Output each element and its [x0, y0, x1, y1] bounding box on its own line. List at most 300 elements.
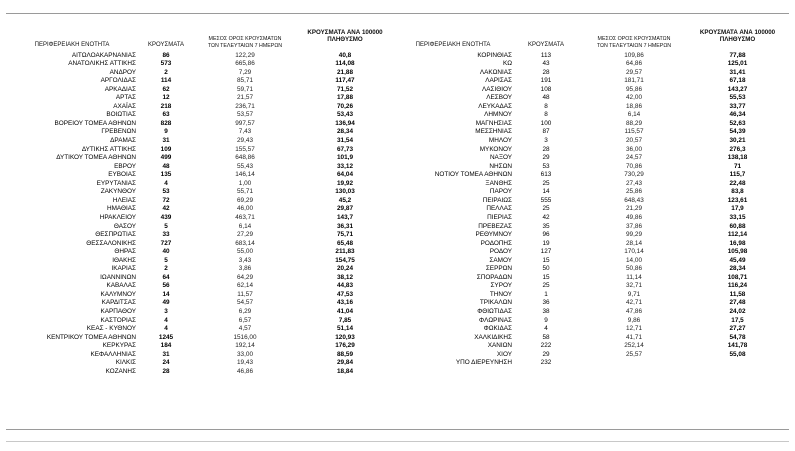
per-capita-value: 17,9 — [731, 205, 744, 213]
region-name: ΛΕΥΚΑΔΑΣ — [478, 102, 512, 110]
per-capita-value: 22,48 — [729, 179, 746, 187]
region-name: ΖΑΚΥΝΘΟΥ — [100, 188, 136, 196]
region-name: ΑΙΤΩΛΟΑΚΑΡΝΑΝΙΑΣ — [71, 51, 136, 59]
cases-value: 3 — [544, 137, 548, 144]
cases-value: 49 — [162, 299, 170, 307]
per-capita-value: 54,78 — [729, 333, 746, 341]
table-row — [0, 137, 795, 146]
region-name: ΥΠΟ ΔΙΕΡΕΥΝΗΣΗ — [455, 359, 512, 367]
table-row — [0, 77, 795, 86]
cases-value: 127 — [540, 248, 552, 256]
per-capita-value: 83,8 — [731, 188, 744, 196]
per-capita-value: 45,2 — [338, 196, 352, 204]
cases-value: 42 — [542, 213, 550, 221]
table-row — [0, 299, 795, 308]
region-name: ΣΠΟΡΑΔΩΝ — [476, 273, 512, 281]
region-name: ΤΡΙΚΑΛΩΝ — [479, 299, 512, 307]
table-row — [0, 240, 795, 249]
per-capita-value: 125,01 — [727, 60, 748, 68]
avg-value: 20,57 — [626, 137, 642, 144]
cases-value: 38 — [542, 308, 550, 315]
cases-value: 222 — [540, 342, 552, 350]
region-name: ΙΩΑΝΝΙΝΩΝ — [100, 273, 136, 281]
avg-value: 29,43 — [237, 137, 253, 144]
avg-value: 69,29 — [237, 196, 253, 204]
cases-value: 58 — [542, 333, 550, 341]
table-row — [0, 94, 795, 103]
per-capita-value: 19,92 — [337, 179, 353, 187]
per-capita-value: 75,71 — [337, 231, 353, 239]
per-capita-value: 18,84 — [337, 367, 353, 375]
avg-value: 7,29 — [238, 68, 252, 76]
table-row — [0, 223, 795, 232]
cases-value: 28 — [542, 68, 550, 76]
avg-value: 41,71 — [626, 333, 642, 341]
cases-value: 31 — [162, 350, 170, 358]
cases-value: 28 — [542, 145, 550, 153]
avg-value: 12,71 — [626, 325, 642, 333]
region-name: ΘΑΣΟΥ — [113, 222, 136, 230]
avg-value: 37,86 — [626, 222, 642, 230]
region-name: ΘΕΣΠΡΩΤΙΑΣ — [95, 231, 136, 239]
avg-value: 11,57 — [237, 290, 253, 298]
avg-value: 55,00 — [237, 248, 253, 256]
table-row — [0, 86, 795, 95]
avg-value: 1516,00 — [233, 333, 257, 341]
header-avg-right — [593, 36, 675, 49]
header-avg-left — [205, 36, 285, 49]
table-row — [0, 205, 795, 214]
cases-value: 100 — [540, 119, 552, 127]
per-capita-value: 33,15 — [729, 213, 746, 221]
region-name: ΠΕΛΛΑΣ — [486, 205, 512, 213]
per-capita-value: 31,54 — [337, 137, 353, 144]
per-capita-value: 28,34 — [729, 265, 746, 273]
per-capita-value: 108,71 — [727, 273, 748, 281]
cases-value: 14 — [162, 290, 170, 298]
cases-value: 28 — [162, 367, 170, 375]
per-capita-value: 41,04 — [337, 308, 353, 315]
region-name: ΡΟΔΟΠΗΣ — [480, 239, 512, 247]
cases-value: 191 — [540, 77, 552, 85]
per-capita-value: 71 — [733, 162, 742, 170]
region-name: ΒΟΙΩΤΙΑΣ — [106, 111, 136, 119]
avg-value: 6,57 — [238, 316, 252, 324]
per-capita-value: 27,27 — [729, 325, 746, 333]
region-name: ΔΥΤΙΚΟΥ ΤΟΜΕΑ ΑΘΗΝΩΝ — [56, 154, 136, 162]
avg-value: 6,29 — [238, 308, 252, 315]
table-row — [0, 188, 795, 197]
per-capita-value: 29,84 — [337, 359, 353, 367]
avg-value: 28,14 — [626, 239, 642, 247]
avg-value: 181,71 — [624, 77, 644, 85]
per-capita-value: 60,88 — [729, 222, 746, 230]
region-name: ΧΙΟΥ — [496, 350, 512, 358]
cases-value: 24 — [162, 359, 170, 367]
cases-value: 42 — [162, 205, 170, 213]
per-capita-value: 138,18 — [727, 154, 748, 162]
avg-value: 25,86 — [626, 188, 642, 196]
cases-value: 50 — [542, 265, 550, 273]
per-capita-value: 117,47 — [335, 77, 355, 85]
cases-value: 35 — [542, 222, 550, 230]
region-name: ΧΑΛΚΙΔΙΚΗΣ — [474, 333, 512, 341]
region-name: ΑΡΤΑΣ — [115, 94, 136, 102]
header-cases-right — [520, 42, 572, 49]
region-name: ΑΝΑΤΟΛΙΚΗΣ ΑΤΤΙΚΗΣ — [68, 60, 136, 68]
cases-value: 4 — [164, 316, 168, 324]
avg-value: 6,14 — [627, 111, 641, 119]
avg-value: 46,00 — [237, 205, 253, 213]
per-capita-value: 21,88 — [337, 68, 353, 76]
region-name: ΡΟΔΟΥ — [489, 248, 512, 256]
per-capita-value: 38,12 — [337, 273, 353, 281]
region-name: ΣΥΡΟΥ — [490, 282, 512, 290]
cases-value: 29 — [542, 350, 550, 358]
cases-value: 53 — [542, 162, 550, 170]
region-name: ΔΡΑΜΑΣ — [110, 137, 136, 144]
region-name: ΜΥΚΟΝΟΥ — [479, 145, 512, 153]
avg-value: 236,71 — [235, 102, 255, 110]
avg-value: 7,43 — [238, 128, 252, 136]
cases-value: 109 — [160, 145, 172, 153]
region-name: ΕΒΡΟΥ — [114, 162, 136, 170]
per-capita-value: 24,02 — [729, 308, 746, 315]
per-capita-value: 11,58 — [729, 290, 746, 298]
per-capita-value: 27,48 — [729, 299, 746, 307]
region-name: ΚΩ — [502, 60, 512, 68]
region-name: ΚΑΣΤΟΡΙΑΣ — [100, 316, 136, 324]
avg-value: 85,71 — [237, 77, 253, 85]
table-row — [0, 359, 795, 368]
region-name: ΙΘΑΚΗΣ — [112, 256, 136, 264]
per-capita-value: 123,61 — [727, 196, 748, 204]
table-row — [0, 69, 795, 78]
avg-value: 32,71 — [626, 282, 642, 290]
per-capita-value: 28,34 — [337, 128, 353, 136]
cases-value: 499 — [160, 154, 172, 162]
per-capita-value: 7,85 — [338, 316, 352, 324]
region-name: ΗΛΕΙΑΣ — [112, 196, 136, 204]
cases-value: 48 — [542, 94, 550, 102]
avg-value: 70,86 — [626, 162, 642, 170]
per-capita-value: 16,98 — [729, 239, 746, 247]
cases-value: 3 — [164, 308, 168, 315]
avg-value: 46,86 — [237, 367, 253, 375]
header-per-right — [690, 29, 785, 43]
table-row — [0, 111, 795, 120]
cases-value: 48 — [162, 162, 170, 170]
avg-value: 42,71 — [626, 299, 642, 307]
region-name: ΠΡΕΒΕΖΑΣ — [478, 222, 512, 230]
cases-value: 29 — [542, 154, 550, 162]
region-name: ΚΕΦΑΛΛΗΝΙΑΣ — [90, 350, 136, 358]
region-name: ΛΕΣΒΟΥ — [486, 94, 512, 102]
per-capita-value: 17,5 — [731, 316, 744, 324]
region-name: ΗΡΑΚΛΕΙΟΥ — [99, 213, 136, 221]
avg-value: 55,43 — [237, 162, 253, 170]
per-capita-value: 65,48 — [337, 239, 353, 247]
cases-value: 72 — [162, 196, 170, 204]
cases-value: 9 — [164, 128, 168, 136]
table-row — [0, 317, 795, 326]
table-row — [0, 308, 795, 317]
per-capita-value: 33,12 — [337, 162, 353, 170]
header-avg-line1: ΜΕΣΟΣ ΟΡΟΣ ΚΡΟΥΣΜΑΤΩΝ — [597, 36, 671, 42]
region-name: ΠΙΕΡΙΑΣ — [487, 213, 512, 221]
avg-value: 64,29 — [237, 273, 253, 281]
table-row — [0, 265, 795, 274]
per-capita-value: 43,16 — [337, 299, 353, 307]
per-capita-value: 136,94 — [335, 119, 355, 127]
table-row — [0, 163, 795, 172]
table-row — [0, 128, 795, 137]
cases-value: 108 — [540, 85, 552, 93]
avg-value: 24,57 — [626, 154, 642, 162]
avg-value: 683,14 — [235, 239, 255, 247]
table-row — [0, 291, 795, 300]
avg-value: 55,71 — [237, 188, 253, 196]
avg-value: 21,29 — [626, 205, 642, 213]
table-row — [0, 368, 795, 377]
avg-value: 648,86 — [235, 154, 255, 162]
per-capita-value: 40,8 — [338, 51, 352, 59]
cases-value: 62 — [162, 85, 170, 93]
per-capita-value: 143,7 — [337, 213, 353, 221]
per-capita-value: 115,7 — [729, 171, 746, 179]
region-name: ΚΑΡΔΙΤΣΑΣ — [101, 299, 136, 307]
cases-value: 2 — [164, 68, 168, 76]
per-capita-value: 105,98 — [727, 248, 748, 256]
table-row — [0, 154, 795, 163]
region-name: ΦΘΙΩΤΙΔΑΣ — [477, 308, 512, 315]
cases-value: 25 — [542, 205, 550, 213]
avg-value: 3,86 — [238, 265, 252, 273]
region-name: ΦΩΚΙΔΑΣ — [483, 325, 512, 333]
cases-value: 53 — [162, 188, 170, 196]
avg-value: 29,57 — [626, 68, 642, 76]
avg-value: 648,43 — [624, 196, 644, 204]
avg-value: 19,43 — [237, 359, 253, 367]
avg-value: 170,14 — [624, 248, 644, 256]
avg-value: 109,86 — [624, 51, 644, 59]
cases-value: 15 — [542, 273, 550, 281]
header-per-line1: ΚΡΟΥΣΜΑΤΑ ΑΝΑ 100000 — [699, 29, 776, 36]
table-row — [0, 52, 795, 61]
bottom-divider — [6, 429, 789, 430]
cases-value: 36 — [542, 299, 550, 307]
table-row — [0, 146, 795, 155]
per-capita-value: 46,34 — [729, 111, 746, 119]
cases-value: 43 — [542, 60, 550, 68]
cases-value: 439 — [160, 213, 172, 221]
avg-value: 122,29 — [235, 51, 255, 59]
region-name: ΗΜΑΘΙΑΣ — [106, 205, 136, 213]
per-capita-value: 88,59 — [337, 350, 353, 358]
avg-value: 99,29 — [626, 231, 642, 239]
cases-value: 56 — [162, 282, 170, 290]
per-capita-value: 64,04 — [337, 171, 353, 179]
table-row — [0, 214, 795, 223]
header-region-right — [398, 42, 508, 49]
cases-value: 1 — [544, 290, 548, 298]
avg-value: 95,86 — [626, 85, 642, 93]
avg-value: 997,57 — [235, 119, 255, 127]
avg-value: 463,71 — [235, 213, 255, 221]
header-cases-label: ΚΡΟΥΣΜΑΤΑ — [528, 42, 564, 48]
cases-value: 184 — [160, 342, 172, 350]
table-row — [0, 334, 795, 343]
avg-value: 36,00 — [626, 145, 642, 153]
avg-value: 3,43 — [238, 256, 252, 264]
table-row — [0, 231, 795, 240]
region-name: ΘΕΣΣΑΛΟΝΙΚΗΣ — [86, 239, 136, 247]
region-name: ΞΑΝΘΗΣ — [485, 179, 512, 187]
per-capita-value: 20,24 — [337, 265, 353, 273]
cases-value: 40 — [162, 248, 170, 256]
region-name: ΣΑΜΟΥ — [489, 256, 512, 264]
region-name: ΦΛΩΡΙΝΑΣ — [478, 316, 512, 324]
region-name: ΓΡΕΒΕΝΩΝ — [101, 128, 136, 136]
per-capita-value: 51,14 — [337, 325, 353, 333]
per-capita-value: 45,49 — [729, 256, 746, 264]
per-capita-value: 47,53 — [337, 290, 353, 298]
per-capita-value: 276,3 — [729, 145, 746, 153]
avg-value: 88,29 — [626, 119, 642, 127]
avg-value: 146,14 — [235, 171, 255, 179]
avg-value: 64,86 — [626, 60, 642, 68]
avg-value: 21,57 — [237, 94, 253, 102]
cases-value: 2 — [164, 265, 168, 273]
table-row — [0, 282, 795, 291]
avg-value: 1,00 — [238, 179, 252, 187]
avg-value: 54,57 — [237, 299, 253, 307]
region-name: ΚΙΛΚΙΣ — [115, 359, 136, 367]
cases-value: 613 — [540, 171, 552, 179]
region-name: ΡΕΘΥΜΝΟΥ — [475, 231, 512, 239]
region-name: ΕΥΡΥΤΑΝΙΑΣ — [96, 179, 136, 187]
avg-value: 53,57 — [237, 111, 253, 119]
cases-value: 727 — [160, 239, 172, 247]
per-capita-value: 143,27 — [727, 85, 748, 93]
per-capita-value: 70,26 — [337, 102, 353, 110]
per-capita-value: 112,14 — [727, 231, 748, 239]
region-name: ΝΟΤΙΟΥ ΤΟΜΕΑ ΑΘΗΝΩΝ — [434, 171, 512, 179]
region-name: ΤΗΝΟΥ — [489, 290, 512, 298]
avg-value: 49,86 — [626, 213, 642, 221]
avg-value: 730,29 — [624, 171, 644, 179]
per-capita-value: 77,88 — [729, 51, 746, 59]
cases-value: 96 — [542, 231, 550, 239]
avg-value: 115,57 — [624, 128, 644, 136]
per-capita-value: 17,88 — [337, 94, 353, 102]
cases-value: 114 — [160, 77, 172, 85]
region-name: ΚΕΑΣ - ΚΥΘΝΟΥ — [86, 325, 136, 333]
cases-value: 31 — [162, 137, 170, 144]
header-cases-label: ΚΡΟΥΣΜΑΤΑ — [148, 42, 184, 48]
cases-value: 86 — [162, 51, 170, 59]
per-capita-value: 53,43 — [337, 111, 353, 119]
avg-value: 27,43 — [626, 179, 642, 187]
table-row — [0, 103, 795, 112]
region-name: ΑΝΔΡΟΥ — [109, 68, 136, 76]
region-name: ΧΑΝΙΩΝ — [487, 342, 512, 350]
per-capita-value: 211,83 — [335, 248, 355, 256]
cases-value: 25 — [542, 179, 550, 187]
avg-value: 42,00 — [626, 94, 642, 102]
bottom-divider-secondary — [6, 441, 789, 442]
cases-value: 135 — [160, 171, 172, 179]
header-per-line1: ΚΡΟΥΣΜΑΤΑ ΑΝΑ 100000 — [307, 29, 383, 36]
region-name: ΒΟΡΕΙΟΥ ΤΟΜΕΑ ΑΘΗΝΩΝ — [54, 119, 136, 127]
region-name: ΚΕΡΚΥΡΑΣ — [102, 342, 136, 350]
per-capita-value: 67,73 — [337, 145, 353, 153]
per-capita-value: 29,87 — [337, 205, 353, 213]
region-name: ΜΗΛΟΥ — [488, 137, 512, 144]
table-row — [0, 197, 795, 206]
cases-value: 218 — [160, 102, 172, 110]
avg-value: 665,86 — [235, 60, 255, 68]
avg-value: 9,86 — [627, 316, 641, 324]
table-row — [0, 274, 795, 283]
region-name: ΝΗΣΩΝ — [489, 162, 512, 170]
table-row — [0, 257, 795, 266]
header-region-label: ΠΕΡΙΦΕΡΕΙΑΚΗ ΕΝΟΤΗΤΑ — [415, 42, 491, 48]
per-capita-value: 67,18 — [729, 77, 746, 85]
per-capita-value: 52,63 — [729, 119, 746, 127]
region-name: ΘΗΡΑΣ — [114, 248, 136, 256]
header-per-line2: ΠΛΗΘΥΣΜΟ — [327, 36, 363, 43]
avg-value: 27,29 — [237, 231, 253, 239]
header-cases-left — [140, 42, 192, 49]
region-name: ΜΕΣΣΗΝΙΑΣ — [475, 128, 512, 136]
region-name: ΚΑΛΥΜΝΟΥ — [100, 290, 136, 298]
cases-value: 14 — [542, 188, 550, 196]
avg-value: 59,71 — [237, 85, 253, 93]
region-name: ΜΑΓΝΗΣΙΑΣ — [475, 119, 512, 127]
avg-value: 252,14 — [624, 342, 644, 350]
avg-value: 50,86 — [626, 265, 642, 273]
per-capita-value: 55,08 — [729, 350, 746, 358]
per-capita-value: 130,03 — [335, 188, 355, 196]
region-name: ΛΑΡΙΣΑΣ — [485, 77, 512, 85]
avg-value: 192,14 — [235, 342, 255, 350]
region-name: ΙΚΑΡΙΑΣ — [111, 265, 136, 273]
avg-value: 9,71 — [627, 290, 641, 298]
cases-value: 25 — [542, 282, 550, 290]
per-capita-value: 31,41 — [729, 68, 746, 76]
cases-value: 828 — [160, 119, 172, 127]
region-name: ΕΥΒΟΙΑΣ — [108, 171, 136, 179]
cases-value: 12 — [162, 94, 170, 102]
per-capita-value: 36,31 — [337, 222, 353, 230]
header-avg-line2: ΤΩΝ ΤΕΛΕΥΤΑΙΩΝ 7 ΗΜΕΡΩΝ — [207, 42, 283, 49]
per-capita-value: 71,52 — [337, 85, 353, 93]
cases-value: 9 — [544, 316, 548, 324]
header-region-left — [8, 42, 136, 49]
table-row — [0, 180, 795, 189]
header-region-label: ΠΕΡΙΦΕΡΕΙΑΚΗ ΕΝΟΤΗΤΑ — [34, 42, 110, 48]
table-row — [0, 171, 795, 180]
cases-value: 4 — [164, 325, 168, 333]
cases-value: 113 — [540, 51, 552, 59]
cases-value: 8 — [544, 102, 548, 110]
cases-value: 87 — [542, 128, 550, 136]
cases-value: 19 — [542, 239, 550, 247]
cases-value: 5 — [164, 256, 168, 264]
region-name: ΔΥΤΙΚΗΣ ΑΤΤΙΚΗΣ — [81, 145, 136, 153]
per-capita-value: 33,77 — [729, 102, 746, 110]
